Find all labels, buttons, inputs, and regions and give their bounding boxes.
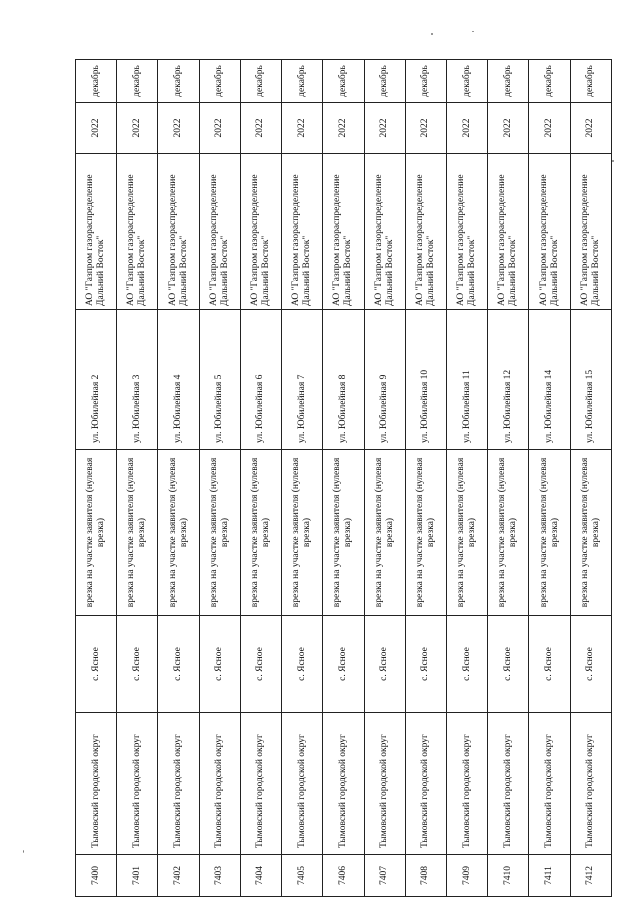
organization-cell: АО "Газпром газораспределение Дальний Восток" (529, 154, 570, 310)
address-cell: ул. Юбилейная 8 (323, 310, 364, 450)
address-cell: ул. Юбилейная 12 (488, 310, 529, 450)
scan-speck (431, 33, 433, 35)
row-number: 7407 (364, 855, 405, 897)
work-type-cell: врезка на участке заявителя (нулевая врезка) (158, 450, 199, 616)
year-cell: 2022 (117, 103, 158, 154)
year-cell: 2022 (488, 103, 529, 154)
year-cell: 2022 (76, 103, 117, 154)
address-cell: ул. Юбилейная 9 (364, 310, 405, 450)
table-row (158, 60, 199, 897)
month-cell: декабрь (323, 60, 364, 103)
work-type-cell: врезка на участке заявителя (нулевая врезка) (364, 450, 405, 616)
settlement-cell: с. Ясное (199, 616, 240, 713)
organization-cell: АО "Газпром газораспределение Дальний Восток" (240, 154, 281, 310)
row-number: 7404 (240, 855, 281, 897)
row-number: 7401 (117, 855, 158, 897)
district-cell: Тымовский городской округ (117, 713, 158, 855)
address-cell: ул. Юбилейная 10 (405, 310, 446, 450)
year-cell: 2022 (158, 103, 199, 154)
settlement-cell: с. Ясное (240, 616, 281, 713)
settlement-cell: с. Ясное (323, 616, 364, 713)
district-cell: Тымовский городской округ (323, 713, 364, 855)
row-number: 7411 (529, 855, 570, 897)
month-cell: декабрь (158, 60, 199, 103)
table-row (570, 60, 611, 897)
table-row (117, 60, 158, 897)
work-type-cell: врезка на участке заявителя (нулевая врезка) (117, 450, 158, 616)
district-cell: Тымовский городской округ (529, 713, 570, 855)
organization-cell: АО "Газпром газораспределение Дальний Восток" (282, 154, 323, 310)
work-type-cell: врезка на участке заявителя (нулевая врезка) (488, 450, 529, 616)
address-cell: ул. Юбилейная 6 (240, 310, 281, 450)
district-cell: Тымовский городской округ (199, 713, 240, 855)
row-number: 7400 (76, 855, 117, 897)
table-row (240, 60, 281, 897)
settlement-cell: с. Ясное (529, 616, 570, 713)
settlement-cell: с. Ясное (364, 616, 405, 713)
address-cell: ул. Юбилейная 3 (117, 310, 158, 450)
month-cell: декабрь (76, 60, 117, 103)
work-type-cell: врезка на участке заявителя (нулевая врезка) (570, 450, 611, 616)
organization-cell: АО "Газпром газораспределение Дальний Восток" (199, 154, 240, 310)
organization-cell: АО "Газпром газораспределение Дальний Восток" (158, 154, 199, 310)
month-cell: декабрь (240, 60, 281, 103)
scan-speck (472, 31, 474, 32)
table-body (76, 60, 612, 897)
year-cell: 2022 (446, 103, 487, 154)
table-row (488, 60, 529, 897)
district-cell: Тымовский городской округ (364, 713, 405, 855)
organization-cell: АО "Газпром газораспределение Дальний Восток" (323, 154, 364, 310)
district-cell: Тымовский городской округ (240, 713, 281, 855)
organization-cell: АО "Газпром газораспределение Дальний Восток" (364, 154, 405, 310)
work-type-cell: врезка на участке заявителя (нулевая врезка) (405, 450, 446, 616)
district-cell: Тымовский городской округ (282, 713, 323, 855)
rotated-table-wrapper (75, 60, 612, 897)
gas-connection-register-table (75, 59, 612, 897)
year-cell: 2022 (364, 103, 405, 154)
settlement-cell: с. Ясное (488, 616, 529, 713)
address-cell: ул. Юбилейная 11 (446, 310, 487, 450)
month-cell: декабрь (488, 60, 529, 103)
month-cell: декабрь (117, 60, 158, 103)
work-type-cell: врезка на участке заявителя (нулевая врезка) (446, 450, 487, 616)
settlement-cell: с. Ясное (158, 616, 199, 713)
work-type-cell: врезка на участке заявителя (нулевая врезка) (76, 450, 117, 616)
organization-cell: АО "Газпром газораспределение Дальний Восток" (446, 154, 487, 310)
month-cell: декабрь (199, 60, 240, 103)
row-number: 7406 (323, 855, 364, 897)
organization-cell: АО "Газпром газораспределение Дальний Восток" (117, 154, 158, 310)
year-cell: 2022 (282, 103, 323, 154)
month-cell: декабрь (446, 60, 487, 103)
work-type-cell: врезка на участке заявителя (нулевая врезка) (282, 450, 323, 616)
scan-speck (612, 160, 614, 162)
table-row (405, 60, 446, 897)
district-cell: Тымовский городской округ (405, 713, 446, 855)
address-cell: ул. Юбилейная 4 (158, 310, 199, 450)
year-cell: 2022 (323, 103, 364, 154)
table-row (323, 60, 364, 897)
year-cell: 2022 (529, 103, 570, 154)
district-cell: Тымовский городской округ (488, 713, 529, 855)
row-number: 7403 (199, 855, 240, 897)
organization-cell: АО "Газпром газораспределение Дальний Восток" (405, 154, 446, 310)
row-number: 7409 (446, 855, 487, 897)
district-cell: Тымовский городской округ (446, 713, 487, 855)
work-type-cell: врезка на участке заявителя (нулевая врезка) (240, 450, 281, 616)
address-cell: ул. Юбилейная 15 (570, 310, 611, 450)
settlement-cell: с. Ясное (405, 616, 446, 713)
district-cell: Тымовский городской округ (76, 713, 117, 855)
settlement-cell: с. Ясное (282, 616, 323, 713)
settlement-cell: с. Ясное (570, 616, 611, 713)
month-cell: декабрь (282, 60, 323, 103)
month-cell: декабрь (570, 60, 611, 103)
year-cell: 2022 (199, 103, 240, 154)
table-row (282, 60, 323, 897)
organization-cell: АО "Газпром газораспределение Дальний Восток" (76, 154, 117, 310)
organization-cell: АО "Газпром газораспределение Дальний Восток" (488, 154, 529, 310)
settlement-cell: с. Ясное (446, 616, 487, 713)
table-row (446, 60, 487, 897)
year-cell: 2022 (240, 103, 281, 154)
organization-cell: АО "Газпром газораспределение Дальний Восток" (570, 154, 611, 310)
address-cell: ул. Юбилейная 5 (199, 310, 240, 450)
month-cell: декабрь (405, 60, 446, 103)
district-cell: Тымовский городской округ (570, 713, 611, 855)
address-cell: ул. Юбилейная 7 (282, 310, 323, 450)
district-cell: Тымовский городской округ (158, 713, 199, 855)
row-number: 7408 (405, 855, 446, 897)
address-cell: ул. Юбилейная 14 (529, 310, 570, 450)
year-cell: 2022 (570, 103, 611, 154)
address-cell: ул. Юбилейная 2 (76, 310, 117, 450)
row-number: 7412 (570, 855, 611, 897)
settlement-cell: с. Ясное (76, 616, 117, 713)
work-type-cell: врезка на участке заявителя (нулевая врезка) (199, 450, 240, 616)
row-number: 7410 (488, 855, 529, 897)
month-cell: декабрь (364, 60, 405, 103)
scan-speck (23, 850, 24, 853)
table-row (364, 60, 405, 897)
month-cell: декабрь (529, 60, 570, 103)
row-number: 7402 (158, 855, 199, 897)
table-row (76, 60, 117, 897)
row-number: 7405 (282, 855, 323, 897)
table-row (199, 60, 240, 897)
work-type-cell: врезка на участке заявителя (нулевая врезка) (529, 450, 570, 616)
year-cell: 2022 (405, 103, 446, 154)
settlement-cell: с. Ясное (117, 616, 158, 713)
work-type-cell: врезка на участке заявителя (нулевая врезка) (323, 450, 364, 616)
table-row (529, 60, 570, 897)
